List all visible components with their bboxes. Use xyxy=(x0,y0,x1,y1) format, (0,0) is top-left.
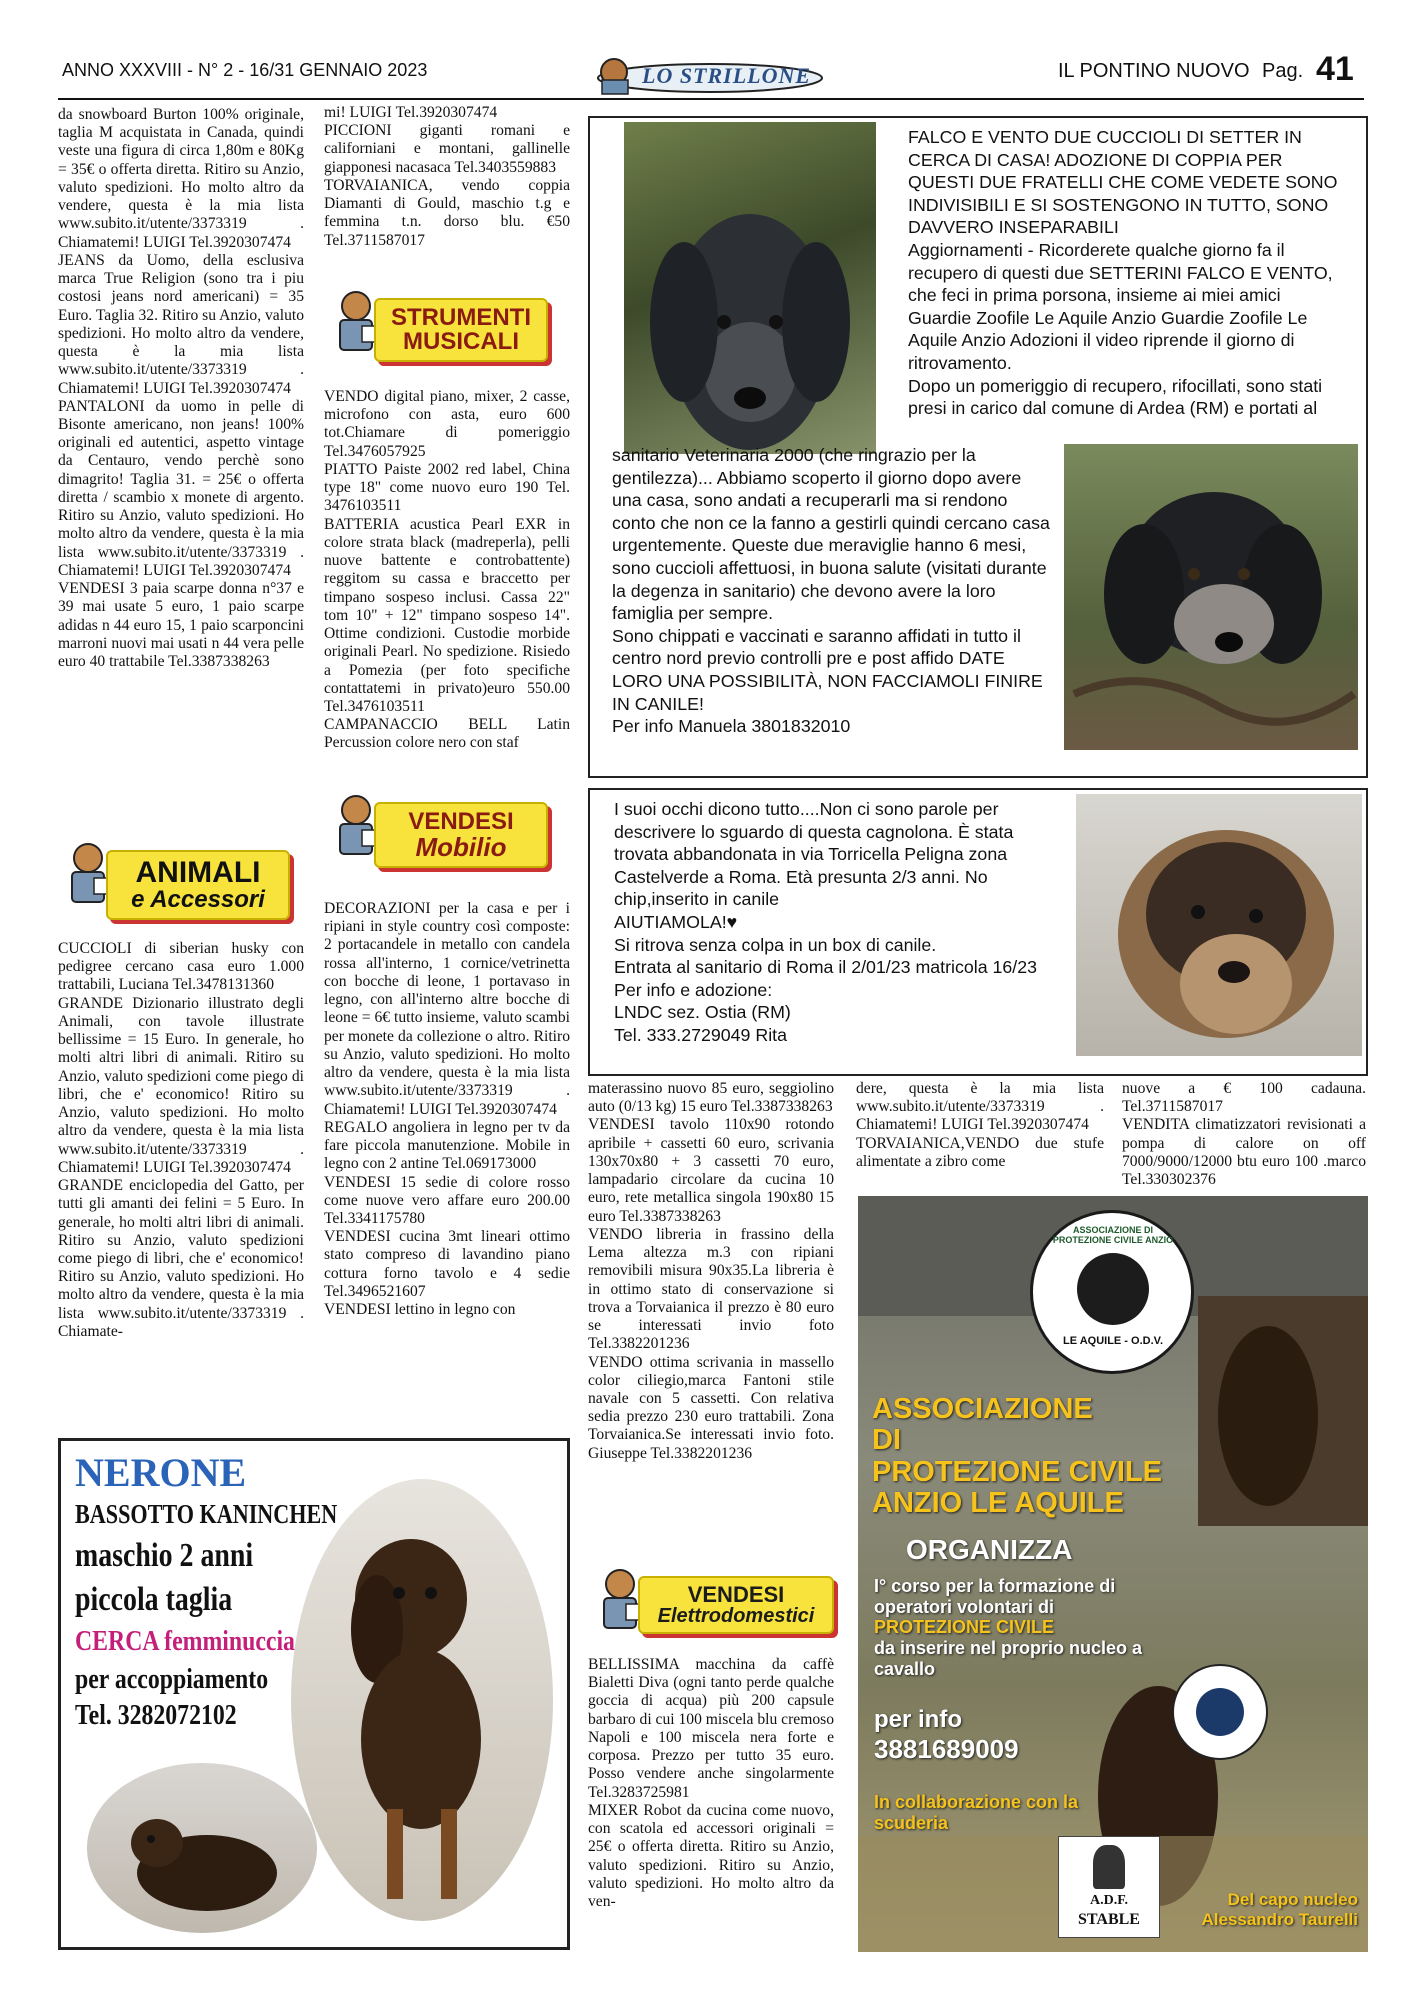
column-4 xyxy=(856,1080,1104,1171)
column-2-middle xyxy=(324,388,570,753)
nerone-line: piccola taglia xyxy=(75,1581,233,1618)
column-2-bottom xyxy=(324,900,570,1319)
classified-ad: VENDESI 15 sedie di colore rosso come nuove vero affare euro 200.00 Tel.3341175780 xyxy=(324,1173,570,1227)
column-3-top xyxy=(588,1080,834,1463)
protezione-title xyxy=(872,1394,1352,1519)
section-subtitle: Elettrodomestici xyxy=(657,1605,815,1627)
adf-stable-logo xyxy=(1058,1836,1160,1938)
cagnolona-contact: Tel. 333.2729049 Rita xyxy=(614,1024,788,1045)
classified-ad: nuove a € 100 cadauna. Tel.3711587017 xyxy=(1122,1080,1366,1116)
setter-ad-paragraph: Dopo un pomeriggio di recupero, rifocillati, sono stati presi in carico dal comune di Ardea (RM) e portati al xyxy=(908,375,1323,419)
classified-ad: VENDITA climatizzatori revisionati a pompa di calore on off 7000/9000/12000 btu euro 100 .marco Tel.330302376 xyxy=(1122,1116,1366,1189)
classified-ad: PIATTO Paiste 2002 red label, China type 18" come nuovo euro 190 Tel. 3476103511 xyxy=(324,460,570,515)
horse-head-icon xyxy=(1093,1845,1125,1889)
classified-ad: CAMPANACCIO BELL Latin Percussion colore nero con staf xyxy=(324,716,570,752)
section-mobilio xyxy=(326,788,566,866)
classified-ad: da snowboard Burton 100% originale, taglia M acquistata in Canada, quindi veste una figura di circa 1,80m e 80Kg = 35€ o offerta diretta. Ritiro su Anzio, valuto spedizioni. Ho molto altro da vendere, questa è la mia lista www.subito.it/utente/3373319 . Chiamatemi! LUIGI Tel.3920307474 xyxy=(58,106,304,251)
adf-text: A.D.F. xyxy=(1090,1893,1128,1908)
classified-ad: PICCIONI giganti romani e californiani e montani, gallinelle giapponesi nacasaca Tel.3403559883 xyxy=(324,122,570,176)
badge-ring-text: ASSOCIAZIONE DI PROTEZIONE CIVILE ANZIO xyxy=(1052,1225,1174,1245)
classified-ad: GRANDE enciclopedia del Gatto, per tutti gli amanti dei felini = 5 Euro. In generale, ho molti altri libri di animali. Ritiro su Anzio, valuto spedizioni come piego di libri, che e' economico! Ritiro su Anzio, valuto spedizioni. Ho molto altro da vendere, questa è la mia lista www.subito.it/utente/3373319 . Chiamate- xyxy=(58,1177,304,1340)
section-subtitle: e Accessori xyxy=(131,886,265,913)
classified-ad: VENDO digital piano, mixer, 2 casse, microfono con asta, euro 600 tot.Chiamare di pomeriggio Tel.3476057925 xyxy=(324,388,570,460)
horse-emblem-icon xyxy=(1172,1664,1268,1760)
protezione-title-line: ASSOCIAZIONE xyxy=(872,1393,1093,1425)
protezione-course xyxy=(874,1576,1174,1679)
protezione-badge xyxy=(1030,1210,1194,1374)
protezione-title-line: ANZIO LE AQUILE xyxy=(872,1486,1124,1519)
column-5 xyxy=(1122,1080,1366,1189)
section-elettrodomestici xyxy=(590,1562,836,1640)
classified-ad: JEANS da Uomo, della esclusiva marca True Religion (sono tra i piu costosi jeans nord americani) = 35 Euro. Taglia 32. Ritiro su Anzio, valuto spedizioni. Ho molto altro da vendere, questa è la mia lista www.subito.it/utente/3373319 . Chiamatemi! LUIGI Tel.3920307474 xyxy=(58,251,304,397)
setter-ad-title: FALCO E VENTO DUE CUCCIOLI DI SETTER IN CERCA DI CASA! ADOZIONE DI COPPIA PER QUESTI DUE FRATELLI CHE COME VEDETE SONO INDIVISIBILI E SI SOSTENGONO IN TUTTO, SONO DAVVERO INSEPARABILI xyxy=(908,127,1338,238)
protezione-course-highlight: PROTEZIONE CIVILE xyxy=(874,1617,1055,1638)
section-title: ANIMALI xyxy=(135,856,261,889)
protezione-title-line: PROTEZIONE CIVILE xyxy=(872,1455,1163,1488)
protezione-course-text: I° corso per la formazione di operatori volontari di xyxy=(874,1576,1116,1617)
header-rule xyxy=(58,98,1364,100)
nerone-name: NERONE xyxy=(75,1450,247,1495)
column-3-bottom xyxy=(588,1656,834,1911)
logo-text: LO STRILLONE xyxy=(642,63,812,88)
setter-photo-1 xyxy=(624,122,876,454)
section-animali xyxy=(58,836,298,914)
setter-ad-text-top xyxy=(908,126,1348,420)
classified-ad: mi! LUIGI Tel.3920307474 xyxy=(324,104,498,121)
cagnolona-ad-text xyxy=(614,798,1064,1047)
nerone-line: per accoppiamento xyxy=(75,1663,269,1695)
section-subtitle: Mobilio xyxy=(415,832,507,862)
protezione-phone: 3881689009 xyxy=(874,1734,1019,1764)
badge-bottom-text: LE AQUILE - O.D.V. xyxy=(1062,1335,1164,1347)
column-1-top xyxy=(58,106,304,671)
setter-ad-paragraph: sanitario Veterinaria 2000 (che ringrazio per la gentilezza)... Abbiamo scoperto il giorno dopo avere una casa, sono andati a recuperarli ma si rendono conto che non ce la fanno a gestirli quindi cercano casa urgentemente. Queste due meraviglie hanno 6 mesi, sono cuccioli affettuosi, in buona salute (visitati durante la degenza in sanitario) che devono avere la loro famiglia per sempre. xyxy=(612,445,1050,624)
setter-ad-text-bottom xyxy=(612,444,1052,738)
classified-ad: VENDESI lettino in legno con xyxy=(324,1301,516,1319)
section-title: STRUMENTI xyxy=(391,304,531,331)
protezione-capo-line: Alessandro Taurelli xyxy=(1201,1909,1358,1929)
nerone-ad xyxy=(58,1438,570,1950)
cagnolona-paragraph: LNDC sez. Ostia (RM) xyxy=(614,1002,791,1023)
cagnolona-paragraph: Si ritrova senza colpa in un box di canile. xyxy=(614,934,937,955)
nerone-photo-small xyxy=(87,1763,317,1933)
setter-adoption-ad xyxy=(588,116,1368,778)
classified-ad: PANTALONI da uomo in pelle di Bisonte americano, non jeans! 100% originali ed autentici, aspetto vintage da Centauro, vendo perchè sono dimagrito! Taglia 31. = 25€ o offerta diretta / scambio x monete di argento. Ritiro su Anzio, valuto spedizioni. Ho molto altro da vendere, questa è la mia lista www.subito.it/utente/3373319 . Chiamatemi! LUIGI Tel.3920307474 xyxy=(58,397,304,579)
nerone-line-highlight: CERCA femminuccia xyxy=(75,1625,295,1657)
protezione-course-text: da inserire nel proprio nucleo a cavallo xyxy=(874,1638,1143,1679)
cagnolona-adoption-ad xyxy=(588,788,1368,1076)
classified-ad: VENDO libreria in frassino della Lema altezza m.3 con ripiani removibili misura 90x35.La libreria è in ottimo stato di conservazione si trova a Torvaianica il prezzo è 80 euro se interessati invio foto Tel.3382201236 xyxy=(588,1225,834,1353)
nerone-phone: Tel. 3282072102 xyxy=(75,1699,237,1731)
classified-ad: VENDESI tavolo 110x90 rotondo apribile + cassetti 60 euro, scrivania 130x70x80 + 3 cassetti 70 euro, lampadario circolare da cucina 10 euro, rete metallica singola 190x80 15 euro Tel.3387338263 xyxy=(588,1116,834,1225)
eagle-icon xyxy=(1077,1253,1149,1325)
column-1-bottom xyxy=(58,940,304,1341)
section-title: VENDESI xyxy=(408,808,514,835)
classified-ad: VENDESI 3 paia scarpe donna n°37 e 39 mai usate 5 euro, 1 paio scarpe adidas n 44 euro 15, 1 paio scarponcini marroni nuovi mai usati n 44 vera pelle euro 40 trattabile Tel.3387338263 xyxy=(58,580,304,671)
protezione-capo-line: Del capo nucleo xyxy=(1227,1890,1358,1909)
protezione-collab: In collaborazione con la scuderia xyxy=(874,1792,1079,1833)
nerone-breed: BASSOTTO KANINCHEN xyxy=(75,1499,338,1529)
paper-name: IL PONTINO NUOVO xyxy=(1058,60,1250,82)
issue-info: ANNO XXXVIII - N° 2 - 16/31 GENNAIO 2023 xyxy=(62,60,428,80)
stable-text: STABLE xyxy=(1078,1911,1140,1928)
protezione-civile-ad xyxy=(858,1196,1368,1952)
classified-ad: TORVAIANICA, vendo coppia Diamanti di Gould, maschio t.g e femmina t.n. dorso blu. €50 Tel.3711587017 xyxy=(324,176,570,249)
page-number: 41 xyxy=(1316,50,1354,88)
protezione-capo xyxy=(1168,1890,1358,1929)
strillone-logo xyxy=(592,56,828,96)
classified-ad: GRANDE Dizionario illustrato degli Animali, con tavole illustrate bellissime = 15 Euro. In generale, ho molti altri libri di animali. Ritiro su Anzio, valuto spedizioni come piego di libri, che e' economico! Ritiro su Anzio, valuto spedizioni. Ho molto altro da vendere, questa è la mia lista www.subito.it/utente/3373319 . Chiamatemi! LUIGI Tel.3920307474 xyxy=(58,994,304,1176)
setter-ad-paragraph: Aggiornamenti - Ricorderete qualche giorno fa il recupero di questi due SETTERINI FALCO E VENTO, che feci in prima porsona, insieme ai miei amici Guardie Zoofile Le Aquile Anzio Guardie Zoofile Le Aquile Anzio Adozioni il video riprende il giorno di ritrovamento. xyxy=(908,239,1333,373)
classified-ad: BELLISSIMA macchina da caffè Bialetti Diva (ogni tanto perde qualche goccia di acqua) più 200 capsule barbaro di cui 100 miscela blu cremoso Napoli e 100 miscela nera forte e corposa. Prezzo per tutto 35 euro. Posso vendere anche singolarmente Tel.3283725981 xyxy=(588,1656,834,1801)
cagnolona-photo xyxy=(1076,794,1362,1056)
classified-ad: VENDESI cucina 3mt lineari ottimo stato compreso di lavandino piano cottura forno tavolo e 4 sedie Tel.3496521607 xyxy=(324,1228,570,1300)
page-label: Pag. xyxy=(1262,60,1304,82)
protezione-info-label: per info xyxy=(874,1706,962,1733)
section-strumenti xyxy=(326,284,566,362)
section-title: VENDESI xyxy=(687,1582,785,1607)
classified-ad: TORVAIANICA,VENDO due stufe alimentate a zibro come xyxy=(856,1134,1104,1170)
cagnolona-paragraph: AIUTIAMOLA!♥ xyxy=(614,911,738,932)
classified-ad: REGALO angoliera in legno per tv da fare piccola manutenzione. Mobile in legno con 2 antine Tel.069173000 xyxy=(324,1118,570,1173)
classified-ad: VENDO ottima scrivania in massello color ciliegio,marca Fantoni stile navale con 5 cassetti. Con relativa sedia prezzo 230 euro trattabili. Zona Torvaianica.Se interessati invio foto. Giuseppe Tel.3382201236 xyxy=(588,1353,834,1462)
classified-ad: CUCCIOLI di siberian husky con pedigree cercano casa euro 1.000 trattabili, Luciana Tel.3478131360 xyxy=(58,940,304,994)
nerone-line: maschio 2 anni xyxy=(75,1537,254,1574)
column-2-top xyxy=(324,104,570,250)
classified-ad: DECORAZIONI per la casa e per i ripiani in style country così composte: 2 portacandele in metallo con candela rossa all'interno, 1 cornice/vetrinetta con bocche di leone, 1 portavaso in legno, con all'interno altre bocche di leone = 6€ tutto insieme, valuto scambi per monete da collezione o altro. Ritiro su Anzio, valuto spedizioni. Ho molto altro da vendere, questa è la mia lista www.subito.it/utente/3373319 . Chiamatemi! LUIGI Tel.3920307474 xyxy=(324,900,570,1118)
cagnolona-paragraph: Entrata al sanitario di Roma il 2/01/23 matricola 16/23 xyxy=(614,957,1038,978)
protezione-organizza: ORGANIZZA xyxy=(906,1534,1073,1565)
setter-ad-contact: Per info Manuela 3801832010 xyxy=(612,716,851,737)
protezione-title-line: DI xyxy=(872,1424,901,1457)
nerone-photo-main xyxy=(291,1479,553,1921)
classified-ad: MIXER Robot da cucina come nuovo, con scatola ed accessori originali = 25€ o offerta diretta. Ritiro su Anzio, valuto spedizioni. Ritiro su Anzio, valuto spedizioni. Ho molto altro da ven- xyxy=(588,1801,834,1911)
cagnolona-paragraph: Per info e adozione: xyxy=(614,979,773,1000)
classified-ad: BATTERIA acustica Pearl EXR in colore strata black (madreperla), pelli nuove battente e controbattente) reggitom su cassa e braccetto per timpano sospeso inclusi. Cassa 22" tom 10" + 12" timpano sospeso 14". Ottime condizioni. Custodie morbide originali Pearl. No spedizione. Risiedo a Pomezia (per foto specifiche contattatemi in privato)euro 550.00 Tel.3476103511 xyxy=(324,515,570,715)
setter-photo-2 xyxy=(1064,444,1358,750)
classified-ad: dere, questa è la mia lista www.subito.it/utente/3373319 . Chiamatemi! LUIGI Tel.3920307474 xyxy=(856,1080,1104,1134)
section-subtitle: MUSICALI xyxy=(403,328,519,355)
setter-ad-paragraph: Sono chippati e vaccinati e saranno affidati in tutto il centro nord previo controlli pre e post affido DATE LORO UNA POSSIBILITÀ, NON FACCIAMOLI FINIRE IN CANILE! xyxy=(612,625,1043,714)
classified-ad: materassino nuovo 85 euro, seggiolino auto (0/13 kg) 15 euro Tel.3387338263 xyxy=(588,1080,834,1116)
cagnolona-paragraph: I suoi occhi dicono tutto....Non ci sono parole per descrivere lo sguardo di questa cagnolona. È stata trovata abbandonata in via Torricella Peligna zona Castelverde a Roma. Età presunta 2/3 anni. No chip,inserito in canile xyxy=(614,799,1014,910)
